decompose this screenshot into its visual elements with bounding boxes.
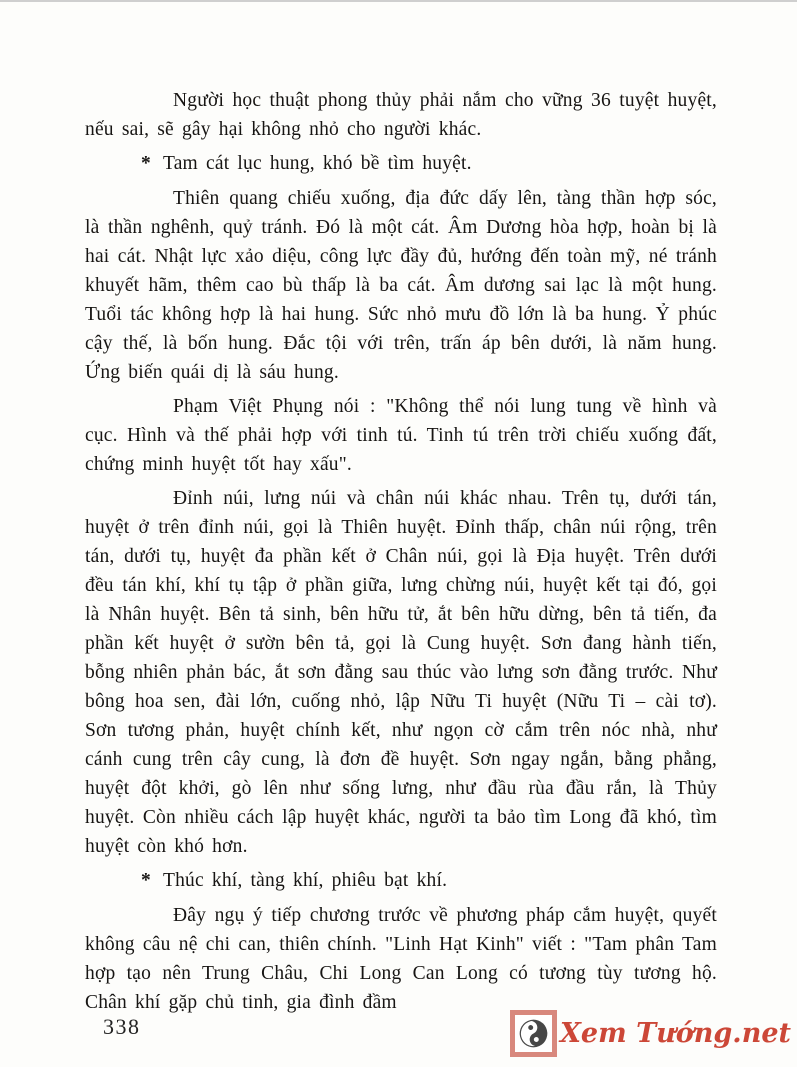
bullet-text: Thúc khí, tàng khí, phiêu bạt khí. bbox=[162, 870, 448, 891]
bullet-text: Tam cát lục hung, khó bề tìm huyệt. bbox=[162, 153, 472, 174]
bullet-item bbox=[85, 149, 717, 178]
paragraph: Người học thuật phong thủy phải nắm cho vững 36 tuyệt huyệt, nếu sai, sẽ gây hại không nhỏ cho người khác. bbox=[85, 90, 717, 140]
site-logo-text: Xem Tướng.net bbox=[559, 1018, 791, 1049]
site-logo[interactable] bbox=[510, 1010, 791, 1057]
bullet-marker: * bbox=[141, 153, 151, 174]
page-body bbox=[85, 86, 717, 1022]
paragraph: Đây ngụ ý tiếp chương trước về phương pháp cắm huyệt, quyết không câu nệ chi can, thiên chính. "Linh Hạt Kinh" viết : "Tam phân Tam hợp tạo nên Trung Châu, Chi Long Can Long có tương tùy tương hộ. Chân khí gặp chủ tinh, gia đình đầm bbox=[85, 905, 717, 1013]
bullet-item bbox=[85, 866, 717, 895]
paragraph: Phạm Việt Phụng nói : "Không thể nói lung tung về hình và cục. Hình và thế phải hợp với tinh tú. Tinh tú trên trời chiếu xuống đất, chứng minh huyệt tốt hay xấu". bbox=[85, 396, 717, 475]
yin-yang-icon bbox=[510, 1010, 557, 1057]
paragraph: Thiên quang chiếu xuống, địa đức dấy lên, tàng thần hợp sóc, là thần nghênh, quỷ tránh. Đó là một cát. Âm Dương hòa hợp, hoàn bị là hai cát. Nhật lực xảo diệu, công lực đầy đủ, hướng đến toàn mỹ, né tránh khuyết hãm, thêm cao bù thấp là ba cát. Âm dương sai lạc là một hung. Tuổi tác không hợp là hai hung. Sức nhỏ mưu đồ lớn là ba hung. Ỷ phúc cậy thế, là bốn hung. Đắc tội với trên, trấn áp bên dưới, là năm hung. Ứng biến quái dị là sáu hung. bbox=[85, 188, 717, 383]
paragraph: Đỉnh núi, lưng núi và chân núi khác nhau. Trên tụ, dưới tán, huyệt ở trên đỉnh núi, gọi là Thiên huyệt. Đỉnh thấp, chân núi rộng, trên tán, dưới tụ, huyệt đa phần kết ở Chân núi, gọi là Địa huyệt. Trên dưới đều tán khí, khí tụ tập ở phần giữa, lưng chừng núi, huyệt kết tại đó, gọi là Nhân huyệt. Bên tả sinh, bên hữu tử, ắt bên hữu dừng, bên tả tiến, đa phần kết huyệt ở sườn bên tả, gọi là Cung huyệt. Sơn đang hành tiến, bỗng nhiên phản bác, ắt sơn đằng sau thúc vào lưng sơn đằng trước. Như bông hoa sen, đài lớn, cuống nhỏ, lập Nữu Ti huyệt (Nữu Ti – cài tơ). Sơn tương phản, huyệt chính kết, như ngọn cờ cắm trên nóc nhà, như cánh cung trên cây cung, là đơn đề huyệt. Sơn ngay ngắn, bằng phẳng, huyệt đột khởi, gò lên như sống lưng, như đầu rùa đầu rắn, là Thủy huyệt. Còn nhiều cách lập huyệt khác, người ta bảo tìm Long đã khó, tìm huyệt còn khó hơn. bbox=[85, 488, 717, 857]
bullet-marker: * bbox=[141, 870, 151, 891]
page-number: 338 bbox=[103, 1014, 141, 1039]
